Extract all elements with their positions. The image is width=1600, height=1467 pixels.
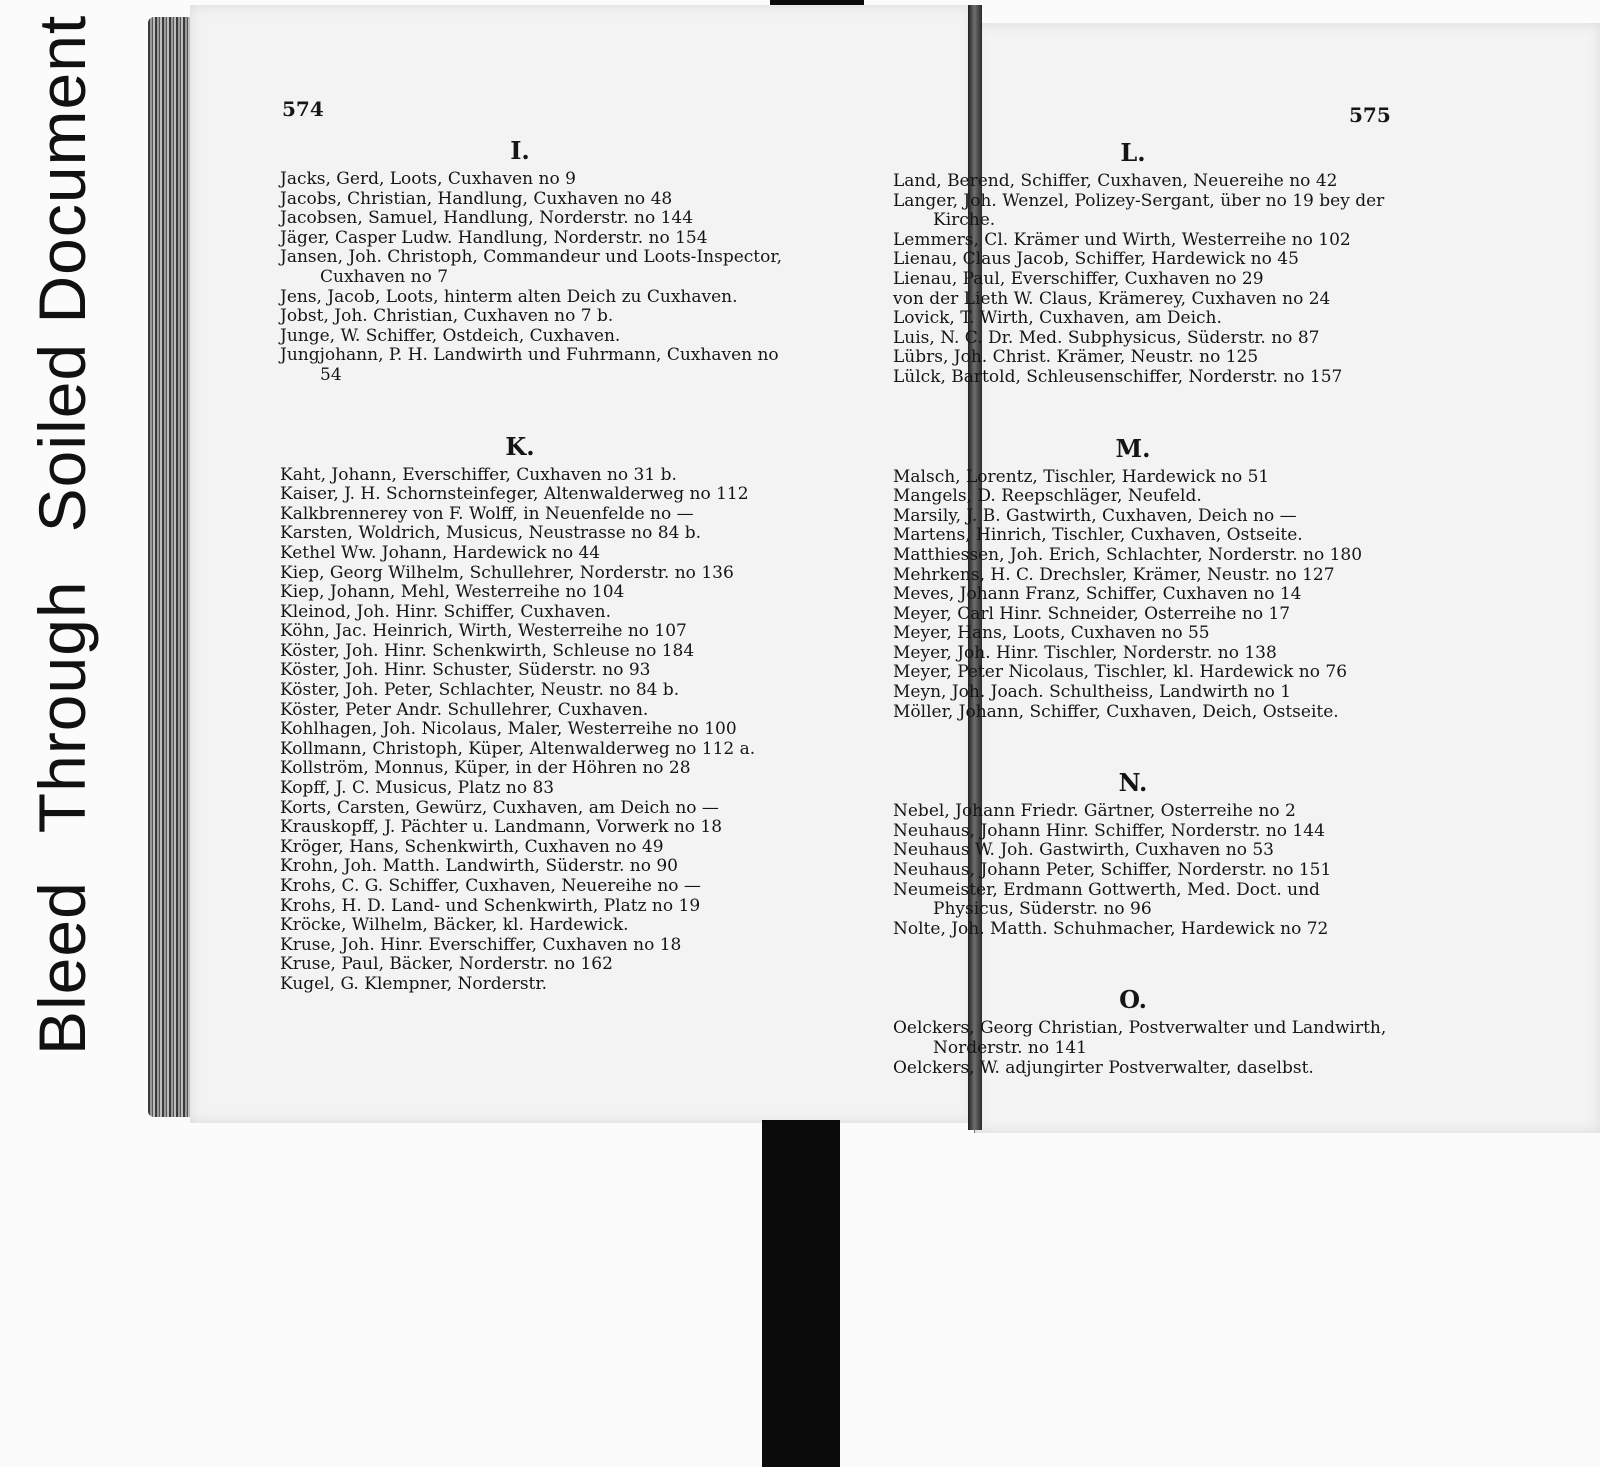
- directory-entry: Kethel Ww. Johann, Hardewick no 44: [280, 542, 601, 563]
- directory-entry: Lemmers, Cl. Krämer und Wirth, Westerreihe no 102: [893, 229, 1351, 250]
- side-label-word-3: Soiled: [25, 342, 99, 533]
- directory-entry: Neuhaus, Johann Peter, Schiffer, Norderstr. no 151: [893, 860, 1332, 881]
- directory-entry: Lienau, Paul, Everschiffer, Cuxhaven no 29: [893, 268, 1264, 289]
- directory-entry: Martens, Hinrich, Tischler, Cuxhaven, Ostseite.: [893, 525, 1303, 546]
- section-gap: [893, 388, 1403, 430]
- directory-entry: Köster, Joh. Hinr. Schenkwirth, Schleuse no 184: [280, 640, 695, 661]
- directory-entry: Mehrkens, H. C. Drechsler, Krämer, Neustr. no 127: [893, 564, 1335, 585]
- directory-entry: Möller, Johann, Schiffer, Cuxhaven, Deich, Ostseite.: [893, 701, 1339, 722]
- directory-entry: Jacobs, Christian, Handlung, Cuxhaven no 48: [280, 188, 673, 209]
- directory-entry: Kiep, Johann, Mehl, Westerreihe no 104: [280, 582, 625, 603]
- left-page-column: [280, 132, 800, 995]
- directory-entry: Kollmann, Christoph, Küper, Altenwalderweg no 112 a.: [280, 738, 756, 759]
- directory-entry: Lübrs, Joh. Christ. Krämer, Neustr. no 125: [893, 347, 1259, 368]
- directory-entry: Köster, Peter Andr. Schullehrer, Cuxhaven.: [280, 699, 649, 720]
- section-gap: [893, 722, 1403, 764]
- directory-entry: Kleinod, Joh. Hinr. Schiffer, Cuxhaven.: [280, 601, 611, 622]
- directory-entry: Lienau, Claus Jacob, Schiffer, Hardewick no 45: [893, 249, 1299, 270]
- directory-entry: Kalkbrennerey von F. Wolff, in Neuenfelde no —: [280, 503, 694, 524]
- directory-entry: Jacks, Gerd, Loots, Cuxhaven no 9: [280, 169, 576, 189]
- right-page-column: [893, 134, 1403, 1078]
- side-label-word-1: Bleed: [25, 881, 99, 1055]
- directory-entry: Mangels, D. Reepschläger, Neufeld.: [893, 486, 1202, 507]
- directory-entry: Meyer, Peter Nicolaus, Tischler, kl. Hardewick no 76: [893, 662, 1348, 683]
- left-page-number: 574: [282, 97, 324, 121]
- directory-entry: Korts, Carsten, Gewürz, Cuxhaven, am Deich no —: [280, 797, 719, 818]
- directory-entry: Kiep, Georg Wilhelm, Schullehrer, Norderstr. no 136: [280, 562, 734, 583]
- directory-entry: Jobst, Joh. Christian, Cuxhaven no 7 b.: [280, 306, 614, 327]
- directory-entry: Kaht, Johann, Everschiffer, Cuxhaven no 31 b.: [280, 464, 677, 485]
- directory-entry: Lülck, Bartold, Schleusenschiffer, Norderstr. no 157: [893, 366, 1343, 387]
- side-label: [18, 14, 118, 1055]
- directory-entry: Kruse, Paul, Bäcker, Norderstr. no 162: [280, 954, 613, 975]
- side-label-text: [24, 15, 100, 1055]
- directory-entry: Köster, Joh. Hinr. Schuster, Süderstr. no 93: [280, 660, 651, 681]
- directory-entry: Krohs, H. D. Land- und Schenkwirth, Platz no 19: [280, 895, 701, 916]
- directory-entry: Neumeister, Erdmann Gottwerth, Med. Doct. und Physicus, Süderstr. no 96: [893, 879, 1320, 920]
- directory-entry: Matthiessen, Joh. Erich, Schlachter, Norderstr. no 180: [893, 544, 1363, 565]
- directory-entry: Kröcke, Wilhelm, Bäcker, kl. Hardewick.: [280, 915, 629, 936]
- directory-entry: Jäger, Casper Ludw. Handlung, Norderstr. no 154: [280, 227, 708, 248]
- directory-entry: Luis, N. C. Dr. Med. Subphysicus, Süderstr. no 87: [893, 327, 1320, 348]
- directory-entry: Malsch, Lorentz, Tischler, Hardewick no 51: [893, 466, 1270, 487]
- directory-entry: Kollström, Monnus, Küper, in der Höhren no 28: [280, 758, 691, 779]
- directory-entry: Kröger, Hans, Schenkwirth, Cuxhaven no 49: [280, 836, 664, 857]
- directory-entry: Marsily, J. B. Gastwirth, Cuxhaven, Deich no —: [893, 505, 1297, 526]
- directory-entry: Langer, Joh. Wenzel, Polizey-Sergant, über no 19 bey der Kirche.: [893, 190, 1385, 231]
- directory-entry: Krohn, Joh. Matth. Landwirth, Süderstr. no 90: [280, 856, 678, 877]
- directory-entry: Neuhaus, Johann Hinr. Schiffer, Norderstr. no 144: [893, 820, 1325, 841]
- directory-entry: Kruse, Joh. Hinr. Everschiffer, Cuxhaven no 18: [280, 934, 682, 955]
- side-label-word-2: Through: [25, 580, 99, 834]
- directory-entry: Neuhaus W. Joh. Gastwirth, Cuxhaven no 53: [893, 840, 1274, 861]
- directory-entry: Kaiser, J. H. Schornsteinfeger, Altenwalderweg no 112: [280, 484, 749, 505]
- directory-entry: Nebel, Johann Friedr. Gärtner, Osterreihe no 2: [893, 801, 1296, 822]
- directory-entry: Meyer, Joh. Hinr. Tischler, Norderstr. no 138: [893, 642, 1277, 663]
- directory-entry: Köhn, Jac. Heinrich, Wirth, Westerreihe no 107: [280, 621, 687, 642]
- directory-entry: Junge, W. Schiffer, Ostdeich, Cuxhaven.: [280, 325, 621, 346]
- binding-strap-bottom: [762, 1120, 840, 1467]
- directory-entry: Jungjohann, P. H. Landwirth und Fuhrmann, Cuxhaven no 54: [280, 345, 779, 385]
- section-gap: [893, 939, 1403, 981]
- section-gap: [280, 386, 800, 428]
- directory-entry: Kopff, J. C. Musicus, Platz no 83: [280, 778, 555, 799]
- section-heading: N.: [1118, 768, 1148, 798]
- side-label-word-4: Document: [25, 14, 99, 324]
- directory-entry: Krohs, C. G. Schiffer, Cuxhaven, Neuereihe no —: [280, 876, 701, 896]
- directory-entry: Kugel, G. Klempner, Norderstr.: [280, 973, 548, 994]
- section-heading: K.: [505, 431, 535, 461]
- directory-entry: Meyer, Carl Hinr. Schneider, Osterreihe no 17: [893, 603, 1291, 624]
- directory-entry: Meves, Johann Franz, Schiffer, Cuxhaven no 14: [893, 584, 1302, 605]
- directory-entry: Lovick, T. Wirth, Cuxhaven, am Deich.: [893, 308, 1222, 329]
- directory-entry: Meyer, Hans, Loots, Cuxhaven no 55: [893, 623, 1210, 644]
- directory-entry: Kohlhagen, Joh. Nicolaus, Maler, Westerreihe no 100: [280, 719, 737, 740]
- directory-entry: Oelckers, Georg Christian, Postverwalter und Landwirth, Norderstr. no 141: [893, 1018, 1387, 1058]
- directory-entry: Karsten, Woldrich, Musicus, Neustrasse no 84 b.: [280, 523, 702, 544]
- directory-entry: Jens, Jacob, Loots, hinterm alten Deich zu Cuxhaven.: [280, 286, 738, 307]
- directory-entry: von der Lieth W. Claus, Krämerey, Cuxhaven no 24: [893, 288, 1331, 309]
- directory-entry: Meyn, Joh. Joach. Schultheiss, Landwirth no 1: [893, 682, 1292, 703]
- section-heading: O.: [1119, 985, 1147, 1015]
- right-page-number: 575: [1349, 103, 1391, 127]
- directory-entry: Jansen, Joh. Christoph, Commandeur und Loots-Inspector, Cuxhaven no 7: [280, 247, 783, 287]
- directory-entry: Jacobsen, Samuel, Handlung, Norderstr. no 144: [280, 208, 694, 229]
- directory-entry: Land, Berend, Schiffer, Cuxhaven, Neuereihe no 42: [893, 171, 1338, 191]
- section-heading: L.: [1120, 138, 1146, 167]
- directory-entry: Nolte, Joh. Matth. Schuhmacher, Hardewick no 72: [893, 918, 1329, 939]
- section-heading: I.: [510, 136, 530, 165]
- directory-entry: Oelckers, W. adjungirter Postverwalter, daselbst.: [893, 1057, 1314, 1078]
- section-heading: M.: [1115, 433, 1151, 463]
- directory-entry: Krauskopff, J. Pächter u. Landmann, Vorwerk no 18: [280, 817, 723, 838]
- directory-entry: Köster, Joh. Peter, Schlachter, Neustr. no 84 b.: [280, 680, 680, 701]
